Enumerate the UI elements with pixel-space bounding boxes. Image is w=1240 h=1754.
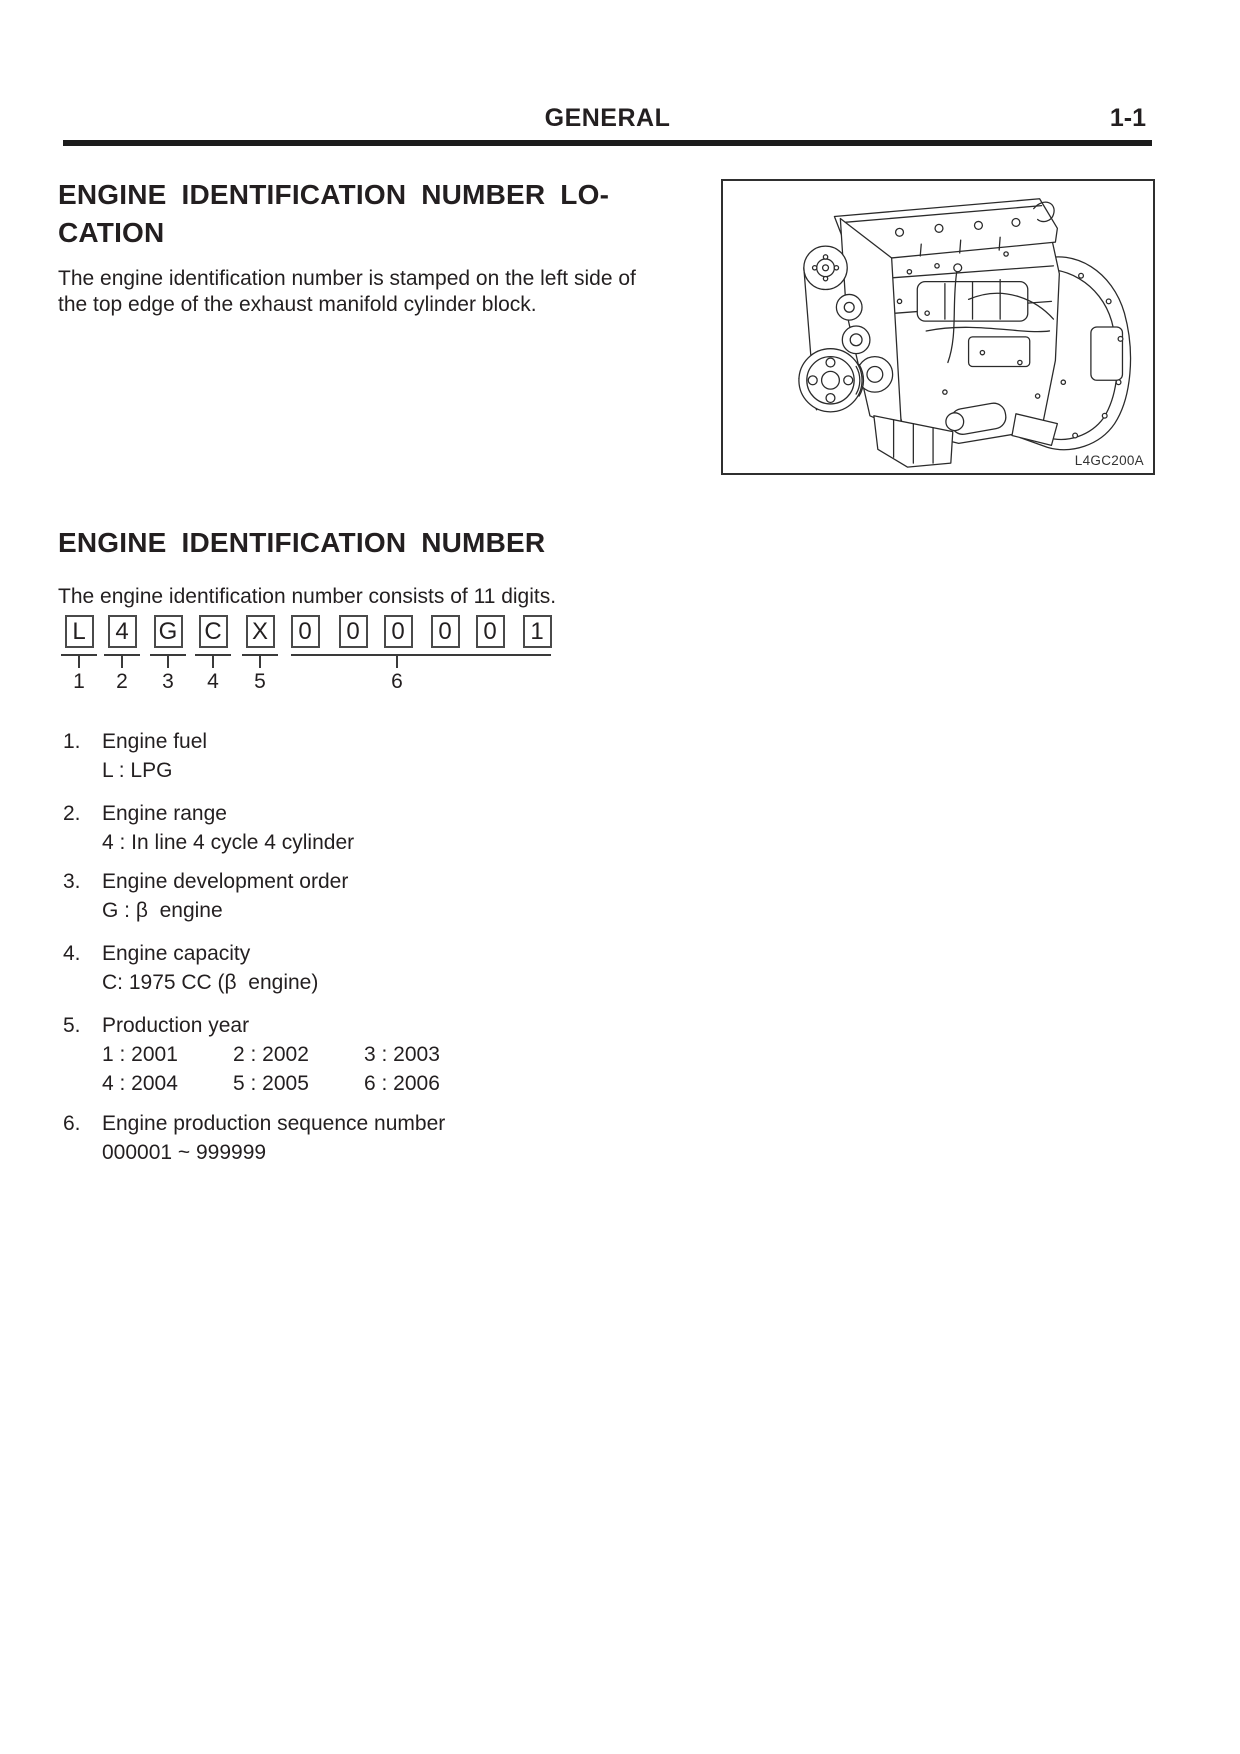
production-year-row [102, 1040, 440, 1069]
digit-position-label: 4 [207, 670, 219, 693]
digit-box: C [199, 615, 228, 648]
year-cell: 3 : 2003 [364, 1043, 440, 1066]
digit-position-label: 3 [162, 670, 174, 693]
list-item [63, 727, 207, 785]
list-item-name: Engine capacity [102, 942, 251, 965]
year-cell: 6 : 2006 [364, 1072, 440, 1095]
paragraph-line: The engine identification number is stamped on the left side of [58, 267, 636, 290]
year-cell: 1 : 2001 [102, 1043, 178, 1066]
list-item [63, 867, 348, 925]
page-number: 1-1 [1109, 104, 1146, 132]
list-item [63, 939, 318, 997]
digit-diagram [63, 615, 623, 705]
list-item-number: 6. [63, 1112, 81, 1135]
digit-box: 4 [108, 615, 137, 648]
year-cell: 5 : 2005 [233, 1072, 309, 1095]
digit-position-label: 6 [391, 670, 403, 693]
list-item-name: Engine fuel [102, 730, 208, 753]
list-item [63, 1011, 440, 1098]
digit-box: G [154, 615, 183, 648]
digit-box: L [65, 615, 94, 648]
list-item-detail: L : LPG [102, 759, 173, 782]
list-item-number: 2. [63, 802, 81, 825]
digit-box: X [246, 615, 275, 648]
digit-position-label: 5 [254, 670, 266, 693]
section-title-line: CATION [58, 217, 165, 248]
list-item-name: Engine production sequence number [102, 1112, 446, 1135]
engine-illustration [723, 181, 1153, 473]
list-item-number: 3. [63, 870, 81, 893]
digit-position-label: 2 [116, 670, 128, 693]
digit-box: 0 [431, 615, 460, 648]
list-item-name: Production year [102, 1014, 250, 1037]
list-item-detail: 000001 ~ 999999 [102, 1141, 267, 1164]
list-item-detail: 4 : In line 4 cycle 4 cylinder [102, 831, 355, 854]
list-item-name: Engine range [102, 802, 227, 825]
list-item-name: Engine development order [102, 870, 349, 893]
figure-box [721, 179, 1155, 475]
location-paragraph [58, 266, 636, 318]
list-item-detail: G : β engine [102, 899, 223, 922]
list-item [63, 1109, 445, 1167]
header-rule [63, 140, 1152, 146]
list-item-number: 4. [63, 942, 81, 965]
paragraph-line: the top edge of the exhaust manifold cylinder block. [58, 293, 537, 316]
list-item [63, 799, 354, 857]
digit-position-label: 1 [73, 670, 85, 693]
year-cell: 2 : 2002 [233, 1043, 309, 1066]
figure-code-label: L4GC200A [1074, 453, 1144, 468]
digit-box: 0 [291, 615, 320, 648]
list-item-detail: C: 1975 CC (β engine) [102, 971, 319, 994]
digit-box: 0 [476, 615, 505, 648]
digit-group-underline [291, 654, 551, 656]
production-year-row [102, 1069, 440, 1098]
digit-box: 0 [339, 615, 368, 648]
list-item-number: 5. [63, 1014, 81, 1037]
section-title-location [58, 176, 609, 252]
list-item-number: 1. [63, 730, 81, 753]
section-title-number: ENGINE IDENTIFICATION NUMBER [58, 527, 546, 558]
section-title-line: ENGINE IDENTIFICATION NUMBER LO- [58, 179, 610, 210]
digit-box: 1 [523, 615, 552, 648]
number-intro-paragraph: The engine identification number consists of 11 digits. [58, 585, 557, 608]
year-cell: 4 : 2004 [102, 1072, 178, 1095]
page-header-title: GENERAL [544, 104, 671, 132]
digit-box: 0 [384, 615, 413, 648]
